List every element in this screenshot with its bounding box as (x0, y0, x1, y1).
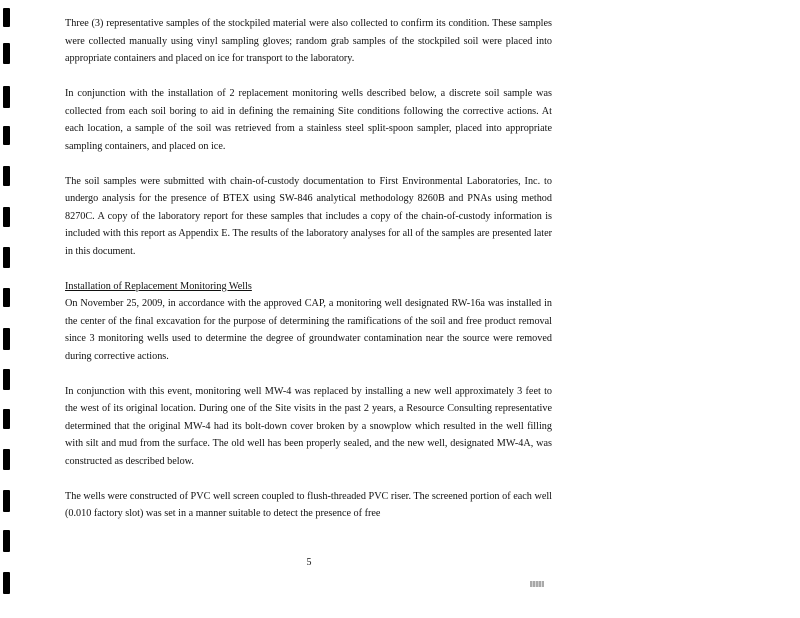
binding-mark (3, 247, 10, 268)
scan-stamp (530, 581, 544, 587)
binding-mark (3, 530, 10, 552)
paragraph-laboratory-analysis: The soil samples were submitted with chain-of-custody documentation to First Environmental Laboratories, Inc. to undergo analysis for the presence of BTEX using SW-846 analytical methodology 8260B and PNAs using method 8270C. A copy of the laboratory report for these samples that includes a copy of the chain-of-custody information is included with this report as Appendix E. The results of the laboratory analyses for all of the samples are presented later in this document. (65, 175, 552, 257)
paragraph-rw16a-installation: On November 25, 2009, in accordance with the approved CAP, a monitoring well designated RW-16a was installed in the center of the final excavation for the purpose of determining the ramifications of the soil and free product removal since 3 monitoring wells used to determine the degree of groundwater contamination near the source were removed during corrective actions. (65, 298, 552, 362)
paragraph-gap (65, 68, 552, 86)
paragraph-stockpile-samples: Three (3) representative samples of the stockpiled material were also collected to confirm its condition. These samples were collected manually using vinyl sampling gloves; random grab samples of the stockpiled soil were placed into appropriate containers and placed on ice for transport to the laboratory. (65, 18, 552, 64)
paragraph-gap (65, 260, 552, 278)
binding-mark (3, 409, 10, 429)
binding-mark (3, 43, 10, 64)
binding-mark (3, 126, 10, 145)
paragraph-gap (65, 365, 552, 383)
paragraph-gap (65, 470, 552, 488)
paragraph-well-construction: The wells were constructed of PVC well screen coupled to flush-threaded PVC riser. The screened portion of each well (0.010 factory slot) was set in a manner suitable to detect the presence of free (65, 490, 552, 519)
binding-mark (3, 288, 10, 307)
binding-mark (3, 207, 10, 227)
binding-mark (3, 328, 10, 350)
binding-mark (3, 369, 10, 390)
binding-mark (3, 166, 10, 186)
binding-mark (3, 8, 10, 27)
body-text (65, 15, 552, 523)
paragraph-mw4-replacement: In conjunction with this event, monitoring well MW-4 was replaced by installing a new well approximately 3 feet to the west of its original location. During one of the Site visits in the past 2 years, a Resource Consulting representative determined that the original MW-4 had its bolt-down cover broken by a snowplow which resulted in the well filling with silt and mud from the surface. The old well has been properly sealed, and the new well, designated MW-4A, was constructed as described below. (65, 385, 552, 467)
page-number: 5 (306, 557, 312, 568)
binding-mark (3, 490, 10, 512)
paragraph-soil-boring-samples: In conjunction with the installation of 2 replacement monitoring wells described below, a discrete soil sample was collected from each soil boring to aid in defining the remaining Site conditions following the corrective actions. At each location, a sample of the soil was retrieved from a stainless steel split-spoon sampler, placed into appropriate sampling containers, and placed on ice. (65, 88, 552, 152)
binding-mark (3, 449, 10, 470)
binding-mark (3, 572, 10, 594)
paragraph-gap (65, 155, 552, 173)
binding-mark (3, 86, 10, 108)
section-heading-replacement-wells: Installation of Replacement Monitoring Wells (65, 280, 252, 292)
